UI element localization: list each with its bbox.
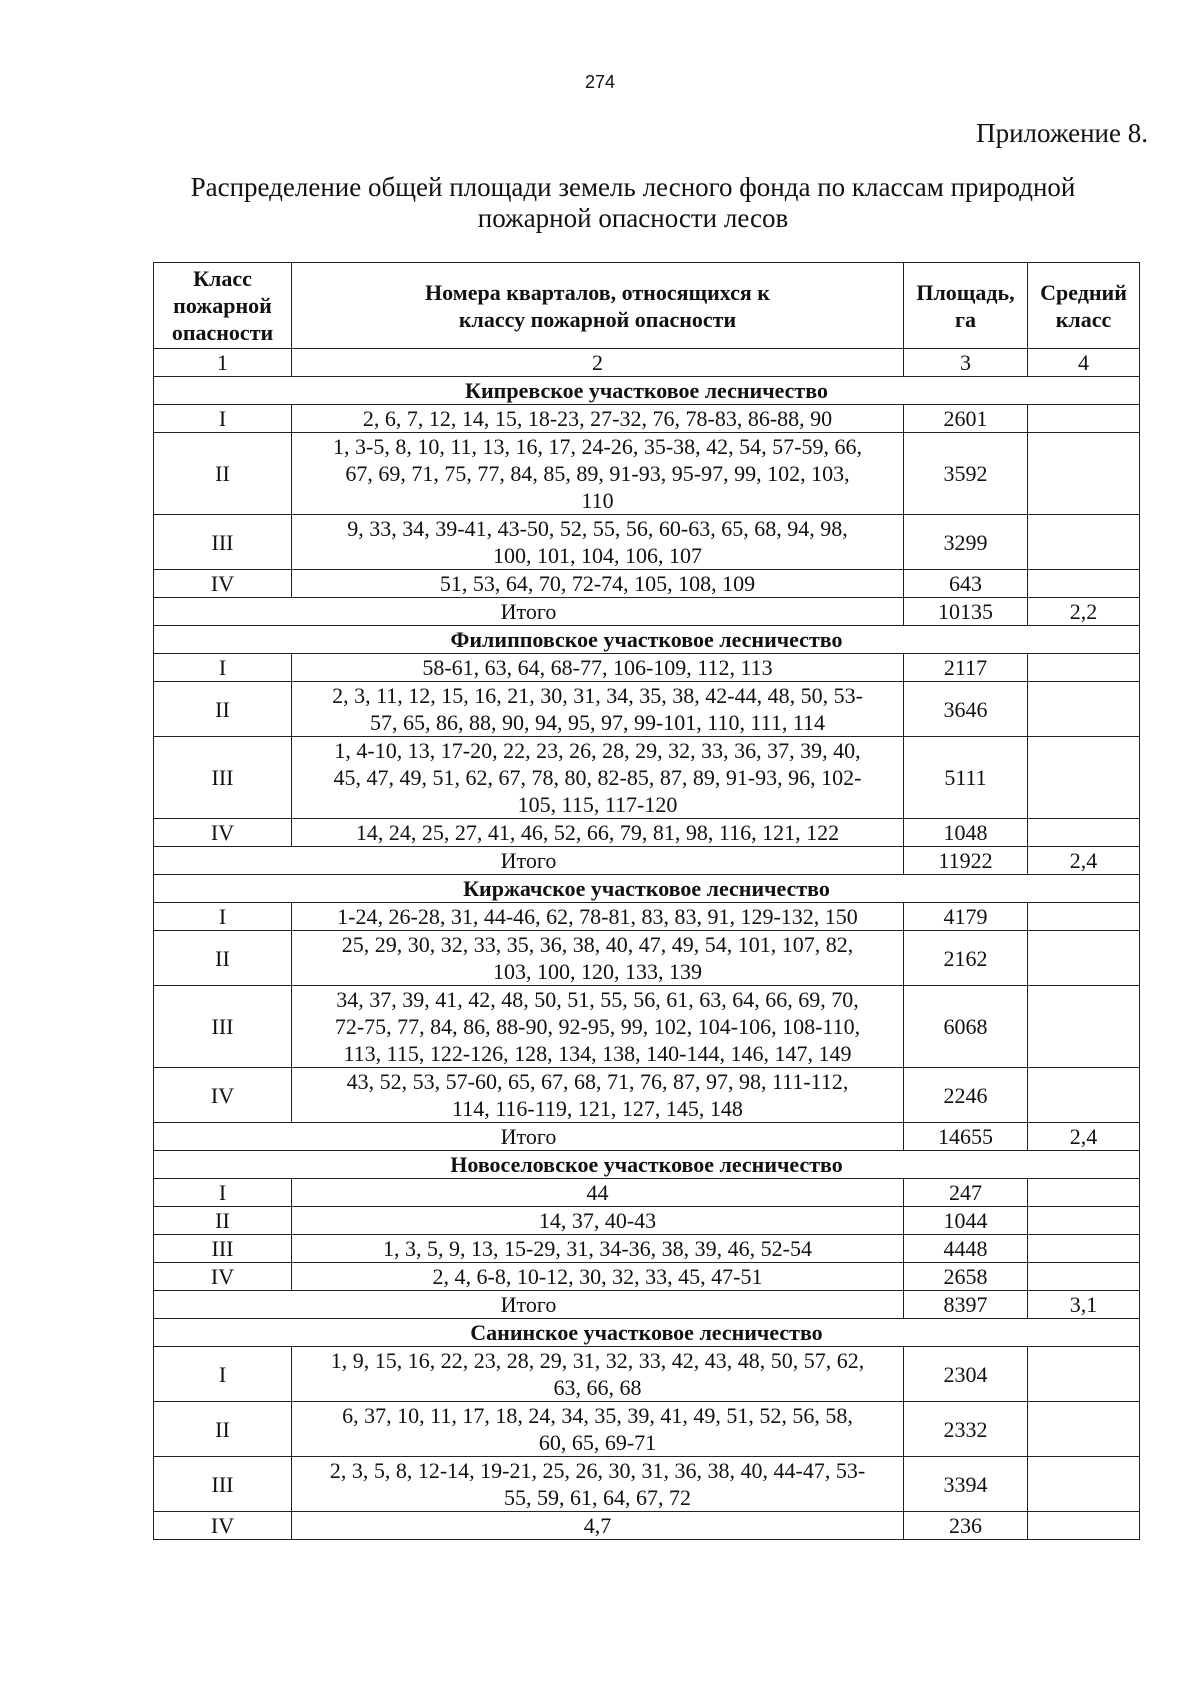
average-class: 3,1 xyxy=(1028,1291,1140,1319)
page-number: 274 xyxy=(584,72,616,92)
header-avg-class: Средний класс xyxy=(1028,263,1140,349)
table-row xyxy=(154,931,1140,986)
area-cell: 4179 xyxy=(904,903,1028,931)
total-label: Итого xyxy=(154,1291,904,1319)
quarters-line: 1, 4-10, 13, 17-20, 22, 23, 26, 28, 29, 32, 33, 36, 37, 39, 40, xyxy=(334,738,861,763)
area-cell: 3592 xyxy=(904,433,1028,515)
average-class: 2,4 xyxy=(1028,1123,1140,1151)
table-row xyxy=(154,682,1140,737)
avg-class-cell xyxy=(1028,1068,1140,1123)
quarters-cell xyxy=(292,1207,904,1235)
area-cell: 5111 xyxy=(904,737,1028,819)
area-cell: 2332 xyxy=(904,1402,1028,1457)
area-cell: 3646 xyxy=(904,682,1028,737)
quarters-cell xyxy=(292,682,904,737)
table-row xyxy=(154,515,1140,570)
area-cell: 1044 xyxy=(904,1207,1028,1235)
header-class: Класс пожарной опасности xyxy=(154,263,292,349)
table-row xyxy=(154,1235,1140,1263)
avg-class-cell xyxy=(1028,1179,1140,1207)
avg-class-cell xyxy=(1028,1457,1140,1512)
avg-class-cell xyxy=(1028,931,1140,986)
area-cell: 2117 xyxy=(904,654,1028,682)
class-cell: II xyxy=(154,931,292,986)
table-row xyxy=(154,1068,1140,1123)
table-row xyxy=(154,1347,1140,1402)
quarters-line: 2, 4, 6-8, 10-12, 30, 32, 33, 45, 47-51 xyxy=(432,1264,763,1289)
table-row xyxy=(154,1457,1140,1512)
quarters-cell xyxy=(292,1512,904,1540)
avg-class-cell xyxy=(1028,405,1140,433)
area-cell: 2601 xyxy=(904,405,1028,433)
quarters-cell xyxy=(292,570,904,598)
area-cell: 643 xyxy=(904,570,1028,598)
table-row xyxy=(154,737,1140,819)
table-row xyxy=(154,1207,1140,1235)
avg-class-cell xyxy=(1028,737,1140,819)
quarters-line: 1, 9, 15, 16, 22, 23, 28, 29, 31, 32, 33, 42, 43, 48, 50, 57, 62, xyxy=(330,1348,865,1373)
avg-class-cell xyxy=(1028,1512,1140,1540)
class-cell: IV xyxy=(154,819,292,847)
total-row xyxy=(154,847,1140,875)
class-cell: I xyxy=(154,1347,292,1402)
quarters-cell xyxy=(292,405,904,433)
avg-class-cell xyxy=(1028,1402,1140,1457)
class-cell: III xyxy=(154,1235,292,1263)
avg-class-cell xyxy=(1028,1347,1140,1402)
section-row xyxy=(154,626,1140,654)
quarters-line: 1, 3, 5, 9, 13, 15-29, 31, 34-36, 38, 39, 46, 52-54 xyxy=(383,1236,812,1261)
quarters-line: 57, 65, 86, 88, 90, 94, 95, 97, 99-101, 110, 111, 114 xyxy=(369,710,826,735)
table-row xyxy=(154,405,1140,433)
quarters-cell xyxy=(292,654,904,682)
quarters-line: 110 xyxy=(581,488,614,513)
quarters-line: 55, 59, 61, 64, 67, 72 xyxy=(504,1485,691,1510)
column-number: 3 xyxy=(904,349,1028,377)
quarters-line: 60, 65, 69-71 xyxy=(538,1430,657,1455)
class-cell: I xyxy=(154,903,292,931)
quarters-line: 9, 33, 34, 39-41, 43-50, 52, 55, 56, 60-63, 65, 68, 94, 98, xyxy=(347,516,848,541)
class-cell: III xyxy=(154,986,292,1068)
section-title: Киржачское участковое лесничество xyxy=(154,875,1140,903)
quarters-line: 103, 100, 120, 133, 139 xyxy=(493,959,702,984)
table-row xyxy=(154,433,1140,515)
quarters-line: 51, 53, 64, 70, 72-74, 105, 108, 109 xyxy=(439,571,756,596)
quarters-line: 100, 101, 104, 106, 107 xyxy=(493,543,702,568)
quarters-line: 45, 47, 49, 51, 62, 67, 78, 80, 82-85, 87, 89, 91-93, 96, 102- xyxy=(333,765,862,790)
title-line: Распределение общей площади земель лесного фонда по классам природной xyxy=(190,172,1076,202)
area-cell: 236 xyxy=(904,1512,1028,1540)
table-row xyxy=(154,1402,1140,1457)
total-area: 8397 xyxy=(904,1291,1028,1319)
area-cell: 3299 xyxy=(904,515,1028,570)
quarters-cell xyxy=(292,1179,904,1207)
quarters-line: 2, 3, 5, 8, 12-14, 19-21, 25, 26, 30, 31, 36, 38, 40, 44-47, 53- xyxy=(329,1458,866,1483)
avg-class-cell xyxy=(1028,1207,1140,1235)
quarters-line: 44 xyxy=(586,1180,609,1205)
avg-class-cell xyxy=(1028,903,1140,931)
quarters-line: 4,7 xyxy=(583,1513,612,1538)
class-cell: II xyxy=(154,433,292,515)
column-number-row xyxy=(154,349,1140,377)
quarters-cell xyxy=(292,986,904,1068)
area-cell: 247 xyxy=(904,1179,1028,1207)
quarters-line: 114, 116-119, 121, 127, 145, 148 xyxy=(452,1096,743,1121)
class-cell: III xyxy=(154,1457,292,1512)
avg-class-cell xyxy=(1028,654,1140,682)
avg-class-cell xyxy=(1028,433,1140,515)
total-area: 14655 xyxy=(904,1123,1028,1151)
quarters-cell xyxy=(292,1235,904,1263)
quarters-line: 2, 3, 11, 12, 15, 16, 21, 30, 31, 34, 35, 38, 42-44, 48, 50, 53- xyxy=(332,683,863,708)
title-line: пожарной опасности лесов xyxy=(477,203,789,233)
area-cell: 4448 xyxy=(904,1235,1028,1263)
total-label: Итого xyxy=(154,598,904,626)
column-number: 1 xyxy=(154,349,292,377)
avg-class-cell xyxy=(1028,819,1140,847)
table-row xyxy=(154,570,1140,598)
quarters-cell xyxy=(292,931,904,986)
header-quarters: Номера кварталов, относящихся к классу пожарной опасности xyxy=(292,263,904,349)
table-row xyxy=(154,903,1140,931)
avg-class-cell xyxy=(1028,570,1140,598)
avg-class-cell xyxy=(1028,1263,1140,1291)
section-row xyxy=(154,377,1140,405)
class-cell: I xyxy=(154,1179,292,1207)
section-title: Новоселовское участковое лесничество xyxy=(154,1151,1140,1179)
class-cell: II xyxy=(154,1207,292,1235)
quarters-cell xyxy=(292,515,904,570)
area-cell: 2246 xyxy=(904,1068,1028,1123)
quarters-line: 6, 37, 10, 11, 17, 18, 24, 34, 35, 39, 41, 49, 51, 52, 56, 58, xyxy=(342,1403,853,1428)
section-row xyxy=(154,875,1140,903)
quarters-line: 14, 24, 25, 27, 41, 46, 52, 66, 79, 81, 98, 116, 121, 122 xyxy=(355,820,840,845)
section-title: Кипревское участковое лесничество xyxy=(154,377,1140,405)
total-area: 11922 xyxy=(904,847,1028,875)
section-title: Санинское участковое лесничество xyxy=(154,1319,1140,1347)
quarters-line: 1, 3-5, 8, 10, 11, 13, 16, 17, 24-26, 35-38, 42, 54, 57-59, 66, xyxy=(333,434,862,459)
section-row xyxy=(154,1319,1140,1347)
table-row xyxy=(154,654,1140,682)
quarters-cell xyxy=(292,819,904,847)
class-cell: IV xyxy=(154,1263,292,1291)
table-row xyxy=(154,1512,1140,1540)
average-class: 2,2 xyxy=(1028,598,1140,626)
class-cell: III xyxy=(154,737,292,819)
column-number: 2 xyxy=(292,349,904,377)
total-row xyxy=(154,598,1140,626)
area-cell: 2304 xyxy=(904,1347,1028,1402)
quarters-cell xyxy=(292,903,904,931)
quarters-line: 105, 115, 117-120 xyxy=(517,792,678,817)
avg-class-cell xyxy=(1028,515,1140,570)
header-row xyxy=(154,263,1140,349)
table-body xyxy=(154,377,1140,1540)
quarters-cell xyxy=(292,1347,904,1402)
table-row xyxy=(154,1179,1140,1207)
quarters-line: 1-24, 26-28, 31, 44-46, 62, 78-81, 83, 83, 91, 129-132, 150 xyxy=(337,904,858,929)
total-row xyxy=(154,1291,1140,1319)
quarters-line: 25, 29, 30, 32, 33, 35, 36, 38, 40, 47, 49, 54, 101, 107, 82, xyxy=(341,932,854,957)
table-row xyxy=(154,1263,1140,1291)
area-cell: 2162 xyxy=(904,931,1028,986)
total-row xyxy=(154,1123,1140,1151)
quarters-cell xyxy=(292,737,904,819)
quarters-cell xyxy=(292,1457,904,1512)
area-cell: 3394 xyxy=(904,1457,1028,1512)
appendix-label: Приложение 8. xyxy=(976,118,1148,148)
column-number: 4 xyxy=(1028,349,1140,377)
average-class: 2,4 xyxy=(1028,847,1140,875)
class-cell: IV xyxy=(154,1068,292,1123)
area-cell: 6068 xyxy=(904,986,1028,1068)
quarters-line: 58-61, 63, 64, 68-77, 106-109, 112, 113 xyxy=(422,655,773,680)
avg-class-cell xyxy=(1028,682,1140,737)
section-title: Филипповское участковое лесничество xyxy=(154,626,1140,654)
class-cell: IV xyxy=(154,1512,292,1540)
quarters-line: 34, 37, 39, 41, 42, 48, 50, 51, 55, 56, 61, 63, 64, 66, 69, 70, xyxy=(336,987,859,1012)
quarters-line: 113, 115, 122-126, 128, 134, 138, 140-144, 146, 147, 149 xyxy=(343,1041,852,1066)
quarters-line: 72-75, 77, 84, 86, 88-90, 92-95, 99, 102, 104-106, 108-110, xyxy=(334,1014,861,1039)
quarters-line: 2, 6, 7, 12, 14, 15, 18-23, 27-32, 76, 78-83, 86-88, 90 xyxy=(362,406,833,431)
total-label: Итого xyxy=(154,1123,904,1151)
quarters-line: 14, 37, 40-43 xyxy=(538,1208,657,1233)
total-area: 10135 xyxy=(904,598,1028,626)
quarters-cell xyxy=(292,1263,904,1291)
avg-class-cell xyxy=(1028,986,1140,1068)
area-cell: 2658 xyxy=(904,1263,1028,1291)
total-label: Итого xyxy=(154,847,904,875)
quarters-line: 63, 66, 68 xyxy=(553,1375,642,1400)
header-area: Площадь, га xyxy=(904,263,1028,349)
class-cell: III xyxy=(154,515,292,570)
table-row xyxy=(154,986,1140,1068)
class-cell: IV xyxy=(154,570,292,598)
fire-danger-table xyxy=(153,262,1140,1540)
class-cell: II xyxy=(154,1402,292,1457)
quarters-line: 67, 69, 71, 75, 77, 84, 85, 89, 91-93, 95-97, 99, 102, 103, xyxy=(345,461,850,486)
class-cell: II xyxy=(154,682,292,737)
quarters-cell xyxy=(292,1402,904,1457)
class-cell: I xyxy=(154,405,292,433)
area-cell: 1048 xyxy=(904,819,1028,847)
quarters-line: 43, 52, 53, 57-60, 65, 67, 68, 71, 76, 87, 97, 98, 111-112, xyxy=(346,1069,849,1094)
class-cell: I xyxy=(154,654,292,682)
quarters-cell xyxy=(292,1068,904,1123)
document-title xyxy=(150,172,1116,234)
avg-class-cell xyxy=(1028,1235,1140,1263)
section-row xyxy=(154,1151,1140,1179)
quarters-cell xyxy=(292,433,904,515)
table-row xyxy=(154,819,1140,847)
